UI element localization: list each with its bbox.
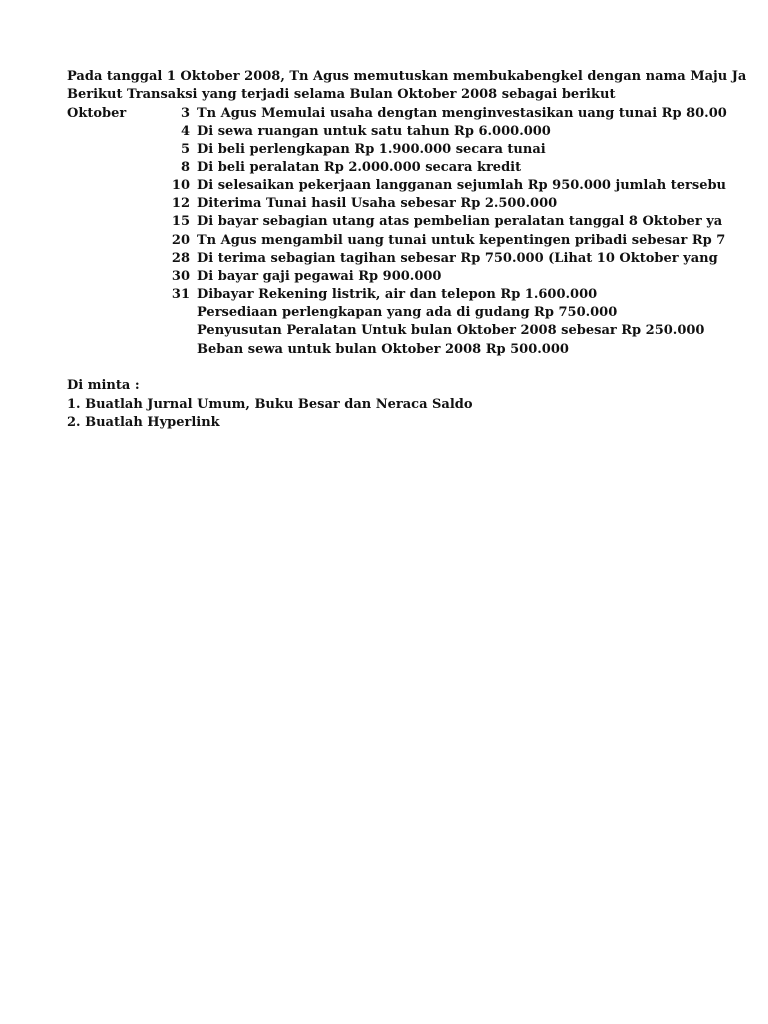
transaction-text: Diterima Tunai hasil Usaha sebesar Rp 2.500.000 bbox=[197, 196, 558, 211]
transaction-text: Persediaan perlengkapan yang ada di gudang Rp 750.000 bbox=[197, 305, 618, 320]
task-item: 1. Buatlah Jurnal Umum, Buku Besar dan Neraca Saldo bbox=[67, 397, 473, 412]
transaction-day: 31 bbox=[171, 287, 190, 302]
transaction-day: 8 bbox=[180, 160, 190, 175]
transaction-text: Di bayar sebagian utang atas pembelian peralatan tanggal 8 Oktober ya bbox=[197, 214, 723, 229]
transaction-text: Penyusutan Peralatan Untuk bulan Oktober 2008 sebesar Rp 250.000 bbox=[197, 323, 705, 338]
transaction-text: Di selesaikan pekerjaan langganan sejumlah Rp 950.000 jumlah tersebu bbox=[197, 178, 727, 193]
transaction-text: Di beli perlengkapan Rp 1.900.000 secara tunai bbox=[197, 142, 546, 157]
transaction-day: 30 bbox=[171, 269, 190, 284]
transaction-day: 15 bbox=[171, 214, 190, 229]
transaction-text: Tn Agus mengambil uang tunai untuk kepentingen pribadi sebesar Rp 7 bbox=[197, 233, 726, 248]
transaction-text: Di sewa ruangan untuk satu tahun Rp 6.000.000 bbox=[197, 124, 551, 139]
transaction-day: 3 bbox=[180, 106, 190, 121]
transaction-text: Di terima sebagian tagihan sebesar Rp 750.000 (Lihat 10 Oktober yang bbox=[197, 251, 718, 266]
intro-line-2: Berikut Transaksi yang terjadi selama Bulan Oktober 2008 sebagai berikut bbox=[67, 87, 616, 102]
intro-line-1: Pada tanggal 1 Oktober 2008, Tn Agus memutuskan membukabengkel dengan nama Maju Ja bbox=[67, 69, 747, 84]
transaction-day: 12 bbox=[171, 196, 190, 211]
transaction-text: Tn Agus Memulai usaha dengtan menginvestasikan uang tunai Rp 80.00 bbox=[197, 106, 727, 121]
transaction-day: 4 bbox=[180, 124, 190, 139]
transaction-day: 10 bbox=[171, 178, 190, 193]
transaction-day: 28 bbox=[171, 251, 190, 266]
transaction-text: Dibayar Rekening listrik, air dan telepon Rp 1.600.000 bbox=[197, 287, 598, 302]
transaction-text: Di beli peralatan Rp 2.000.000 secara kredit bbox=[197, 160, 522, 175]
task-item: 2. Buatlah Hyperlink bbox=[67, 415, 220, 430]
transaction-text: Beban sewa untuk bulan Oktober 2008 Rp 500.000 bbox=[197, 342, 569, 357]
transaction-text: Di bayar gaji pegawai Rp 900.000 bbox=[197, 269, 442, 284]
transaction-day: 20 bbox=[171, 233, 190, 248]
month-label: Oktober bbox=[67, 106, 127, 121]
tasks-heading: Di minta : bbox=[67, 378, 140, 393]
transaction-day: 5 bbox=[180, 142, 190, 157]
